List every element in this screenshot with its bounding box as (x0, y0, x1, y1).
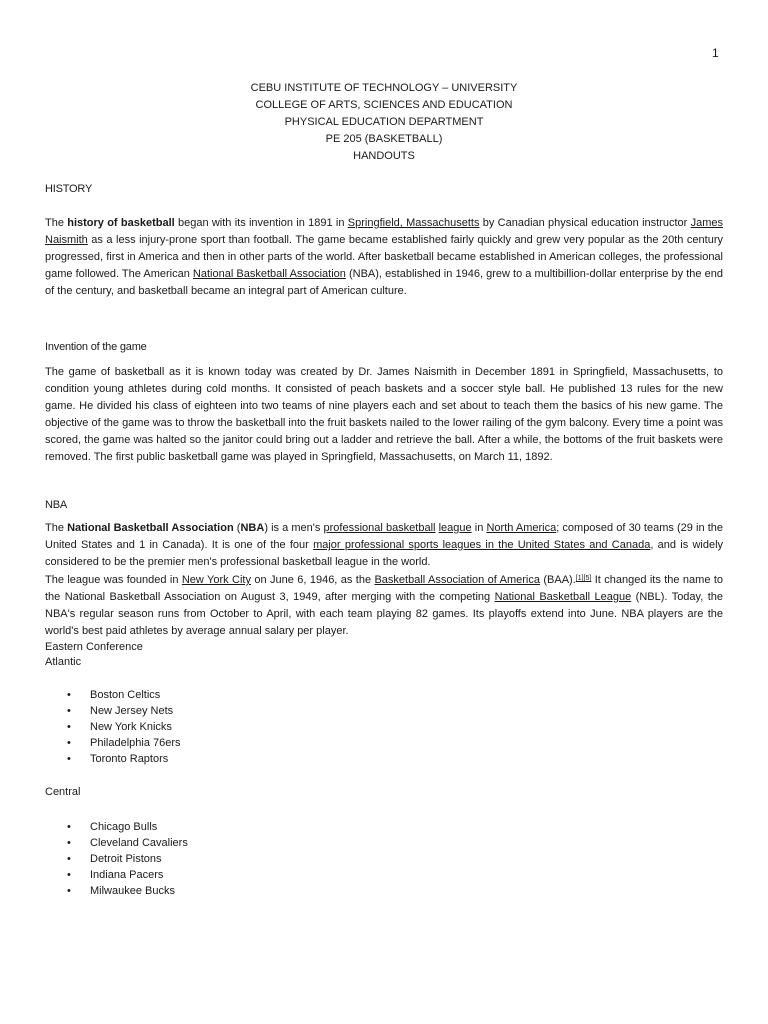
history-heading: HISTORY (45, 183, 93, 195)
header-doc-type: HANDOUTS (353, 150, 415, 162)
eastern-conference-heading: Eastern Conference (45, 641, 143, 653)
central-team-list (45, 819, 723, 899)
new-york-city-link[interactable]: New York City (181, 574, 251, 586)
header-institution: CEBU INSTITUTE OF TECHNOLOGY – UNIVERSITY (250, 82, 518, 94)
nba-paragraph-2: The league was founded in New York City on June 6, 1946, as the Basketball Association of America (BAA).[1][5] It changed its the name to the National Basketball Association on August 3, 1949, after merging with the competing National Basketball League (NBL). Today, the NBA's regular season runs from October to April, with each team playing 82 games. Its playoffs extend into June. NBA players are the world's best paid athletes by average annual salary per player. (45, 574, 724, 637)
invention-heading: Invention of the game (45, 341, 147, 353)
list-item: • Milwaukee Bucks (67, 885, 175, 897)
eastern-conference-headings (45, 640, 723, 670)
list-item: • New York Knicks (67, 721, 172, 733)
nba-paragraph-1: The National Basketball Association (NBA) is a men's professional basketball league in North America; composed of 30 teams (29 in the United States and 1 in Canada). It is one of the four major professional sports leagues in the United States and Canada, and is widely considered to be the premier men's professional basketball league in the world. (45, 522, 724, 568)
north-america-link[interactable]: North America (486, 522, 557, 534)
james-naismith-link[interactable]: James Naismith (45, 217, 723, 246)
major-leagues-link[interactable]: major professional sports leagues in the United States and Canada (313, 539, 651, 551)
central-heading: Central (45, 786, 81, 798)
list-item: • Indiana Pacers (67, 869, 164, 881)
nba-heading: NBA (45, 499, 68, 511)
list-item: • New Jersey Nets (67, 705, 174, 717)
citation-link[interactable]: [1][5] (575, 575, 592, 582)
nbl-link[interactable]: National Basketball League (494, 591, 632, 603)
list-item: • Chicago Bulls (67, 821, 158, 833)
document-header (0, 80, 768, 165)
history-paragraph: The history of basketball began with its invention in 1891 in Springfield, Massachusetts by Canadian physical education instructor James Naismith as a less injury-prone sport than football. The game became established fairly quickly and grew very popular as the 20th century progressed, first in America and then in other parts of the world. After basketball became established in American colleges, the professional game followed. The American National Basketball Association (NBA), established in 1946, grew to a multibillion-dollar enterprise by the end of the century, and basketball became an integral part of American culture. (45, 217, 723, 297)
springfield-link[interactable]: Springfield, Massachusetts (347, 217, 480, 229)
nba-link[interactable]: National Basketball Association (192, 268, 346, 280)
list-item: • Toronto Raptors (67, 753, 169, 765)
league-link[interactable]: league (438, 522, 472, 534)
atlantic-team-list (45, 687, 723, 767)
header-course: PE 205 (BASKETBALL) (325, 133, 443, 145)
invention-paragraph: The game of basketball as it is known today was created by Dr. James Naismith in December 1891 in Springfield, Massachusetts, to condition young athletes during cold months. It consisted of peach baskets and a soccer style ball. He published 13 rules for the new game. He divided his class of eighteen into two teams of nine players each and set about to teach them the basics of his new game. The objective of the game was to throw the basketball into the fruit baskets nailed to the lower railing of the gym balcony. Every time a point was scored, the game was halted so the janitor could bring out a ladder and retrieve the ball. After a while, the bottoms of the fruit baskets were removed. The first public basketball game was played in Springfield, Massachusetts, on March 11, 1892. (45, 366, 723, 463)
header-department: PHYSICAL EDUCATION DEPARTMENT (284, 116, 484, 128)
list-item: • Cleveland Cavaliers (67, 837, 188, 849)
professional-basketball-link[interactable]: professional basketball (323, 522, 436, 534)
history-of-basketball-term: history of basketball (67, 217, 175, 229)
atlantic-heading: Atlantic (45, 656, 82, 668)
page-number: 1 (712, 46, 719, 60)
header-college: COLLEGE OF ARTS, SCIENCES AND EDUCATION (255, 99, 513, 111)
baa-link[interactable]: Basketball Association of America (374, 574, 540, 586)
list-item: • Philadelphia 76ers (67, 737, 181, 749)
list-item: • Detroit Pistons (67, 853, 162, 865)
list-item: • Boston Celtics (67, 689, 161, 701)
